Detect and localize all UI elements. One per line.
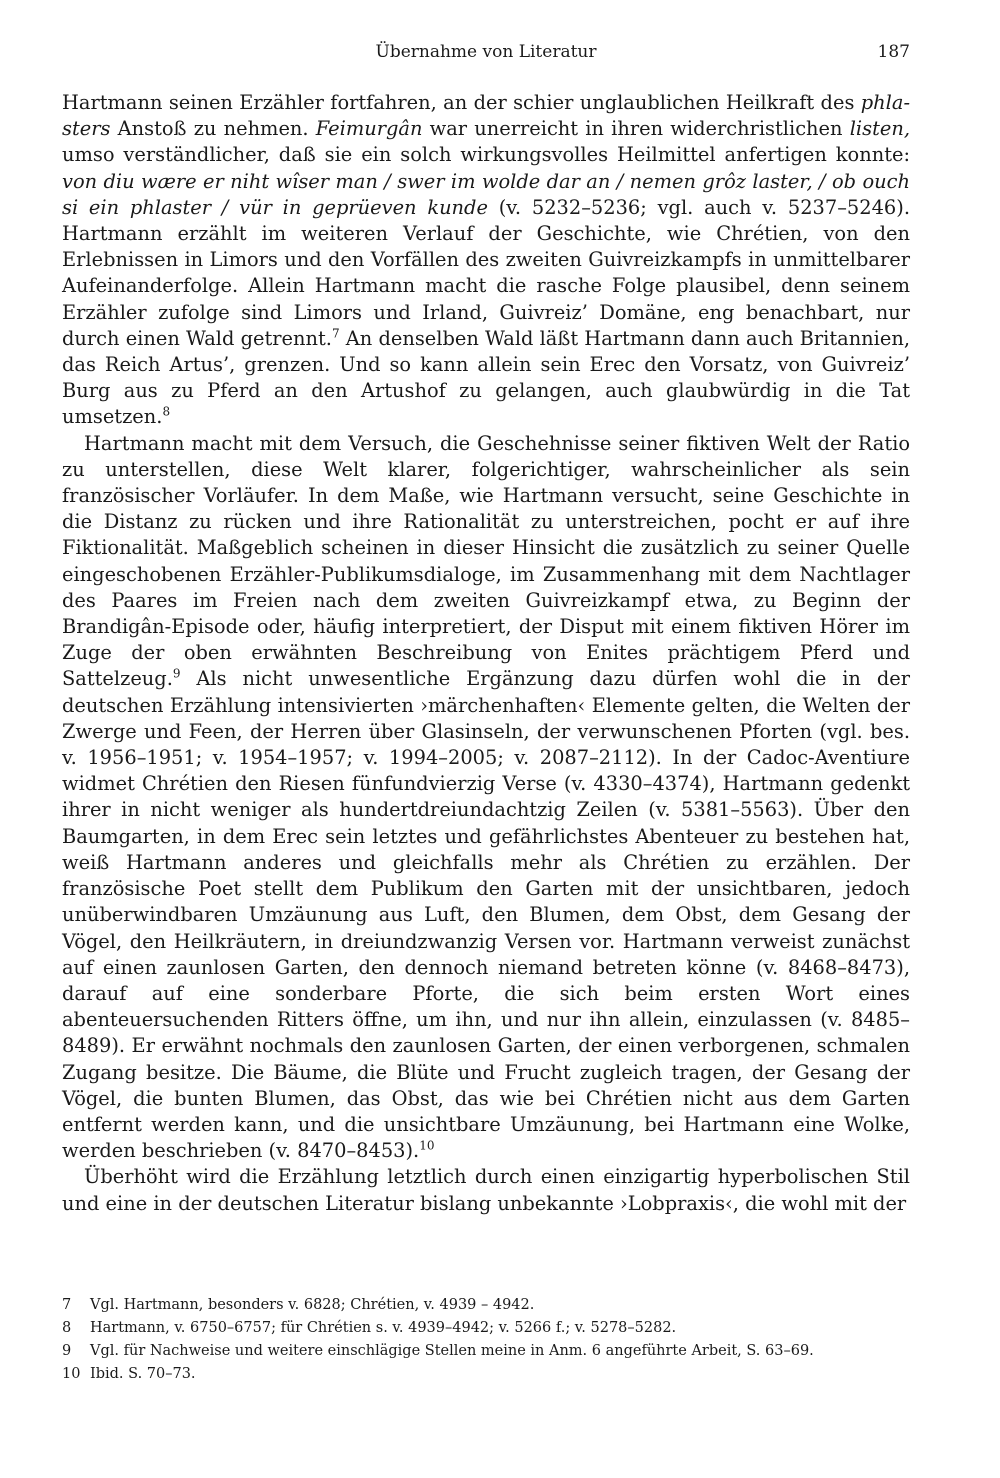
text-run: Hartmann macht mit dem Versuch, die Geschehnisse seiner fiktiven Welt der Ratio zu unterstellen, diese Welt klarer, folgerichtiger, wahrscheinlicher als sein französischer Vorläufer. In dem Maße, wie Hartmann versucht, seine Geschichte in die Distanz zu rücken und ihre Rationalität zu unterstreichen, pocht er auf ihre Fiktionalität. Maßgeblich scheinen in dieser Hinsicht die zusätzlich zu seiner Quelle eingeschobenen Erzähler-Publikumsdialoge, im Zusammenhang mit dem Nachtlager des Paares im Freien nach dem zweiten Guivreizkampf etwa, zu Beginn der Brandigân-Episode oder, häufig interpretiert, der Disput mit einem fiktiven Hörer im Zuge der oben erwähnten Beschreibung von Enites prächtigem Pferd und Sattelzeug. [62, 431, 910, 691]
text-run: Anstoß zu nehmen. [110, 117, 316, 141]
footnote-number: 8 [62, 1320, 72, 1336]
footnote-number: 7 [62, 1297, 72, 1313]
text-run: An denselben Wald läßt Hartmann dann auch Britannien, das Reich Artus’, grenzen. Und so kann allein sein Erec den Vorsatz, von Guivreiz’ Burg aus zu Pferd an den Artushof zu gelangen, auch glaubwürdig in die Tat umsetzen. [62, 326, 911, 429]
running-head [62, 36, 910, 70]
italic-quotation: von diu wære er niht wîser man / swer im wolde dar an / nemen grôz laster, / ob ouch si ein phlaster / vür in geprüeven kunde [62, 169, 910, 219]
footnote-number: 10 [62, 1366, 81, 1382]
text-run: Als nicht unwesentliche Ergänzung dazu dürfen wohl die in der deutschen Erzählung intensivierten ›märchenhaften‹ Elemente gelten, die Welten der Zwerge und Feen, der Herren über Glasinseln, der verwunschenen Pforten (vgl. bes. v. 1956–1951; v. 1954–1957; v. 1994–2005; v. 2087–2112). In der Cadoc-Aventiure widmet Chrétien den Riesen fünfundvierzig Verse (v. 4330–4374), Hartmann gedenkt ihrer in nicht weniger als hundertdreiundachtzig Zeilen (v. 5381–5563). Über den Baumgarten, in dem Erec sein letztes und gefährlichstes Abenteuer zu bestehen hat, weiß Hartmann anderes und gleichfalls mehr als Chrétien zu erzählen. Der französische Poet stellt dem Publikum den Garten mit der unsichtbaren, jedoch unüberwindbaren Umzäunung aus Luft, den Blumen, dem Obst, dem Gesang der Vögel, den Heilkräutern, in dreiundzwanzig Versen vor. Hartmann verweist zunächst auf einen zaunlosen Garten, den dennoch niemand betreten könne (v. 8468–8473), darauf auf eine sonderbare Pforte, die sich beim ersten Wort eines abenteuersuchenden Ritters öffne, um ihn, und nur ihn allein, einzulassen (v. 8485–8489). Er erwähnt nochmals den zaunlosen Garten, der einen verborgenen, schmalen Zugang besitze. Die Bäume, die Blüte und Frucht zugleich tragen, der Gesang der Vögel, die bunten Blumen, das Obst, das wie bei Chrétien nicht aus dem Garten entfernt werden kann, und die unsichtbare Umzäunung, bei Hartmann eine Wolke, werden beschrieben (v. 8470–8453). [62, 667, 910, 1163]
footnote-reference[interactable]: 10 [419, 1138, 435, 1153]
running-title: Übernahme von Literatur [375, 42, 597, 62]
footnote-reference[interactable]: 8 [162, 404, 171, 419]
text-run: Hartmann seinen Erzähler fortfahren, an der schier unglaublichen Heilkraft des [62, 91, 861, 114]
text-run: umso verständlicher, daß sie ein solch wirkungsvolles Heilmittel anfertigen konnte: [62, 143, 910, 167]
footnote-text: Vgl. Hartmann, besonders v. 6828; Chrétien, v. 4939 – 4942. [90, 1297, 535, 1313]
footnote [62, 1363, 910, 1386]
body-text [62, 90, 910, 1217]
page-number: 187 [877, 42, 910, 62]
footnote [62, 1294, 910, 1317]
footnote [62, 1340, 910, 1363]
italic-term: Feimurgân [315, 117, 423, 141]
paragraph-3 [62, 1164, 910, 1216]
paragraph-2 [62, 431, 910, 1165]
text-run: (v. 5232–5236; vgl. auch v. 5237–5246). Hartmann erzählt im weiteren Verlauf der Geschichte, wie Chrétien, von den Erlebnissen in Limors und den Vorfällen des zweiten Guivreizkampfs in unmittelbarer Aufeinanderfolge. Allein Hartmann macht die rasche Folge plausibel, denn seinem Erzähler zufolge sind Limors und Irland, Guivreiz’ Domäne, eng benachbart, nur durch einen Wald getrennt. [62, 195, 910, 350]
footnote-text: Ibid. S. 70–73. [90, 1366, 196, 1382]
footnote-reference[interactable]: 9 [172, 667, 181, 681]
text-run: war unerreicht in ihren widerchristlichen [422, 117, 850, 141]
footnote-reference[interactable]: 7 [331, 326, 340, 341]
text-run: Überhöht wird die Erzählung letztlich durch einen einzigartig hyperbolischen Stil und eine in der deutschen Literatur bislang unbekannte ›Lobpraxis‹, die wohl mit der [62, 1165, 910, 1215]
book-page [62, 36, 911, 1382]
italic-term: listen, [849, 117, 910, 141]
footnote-text: Vgl. für Nachweise und weitere einschlägige Stellen meine in Anm. 6 angeführte Arbeit, S. 63–69. [90, 1343, 814, 1359]
italic-term: phlasters [62, 91, 910, 141]
footnote-text: Hartmann, v. 6750–6757; für Chrétien s. v. 4939–4942; v. 5266 f.; v. 5278–5282. [90, 1320, 677, 1336]
footnote [62, 1317, 910, 1340]
footnote-number: 9 [62, 1343, 72, 1359]
paragraph-1 [62, 90, 910, 431]
footnotes [62, 1294, 910, 1386]
